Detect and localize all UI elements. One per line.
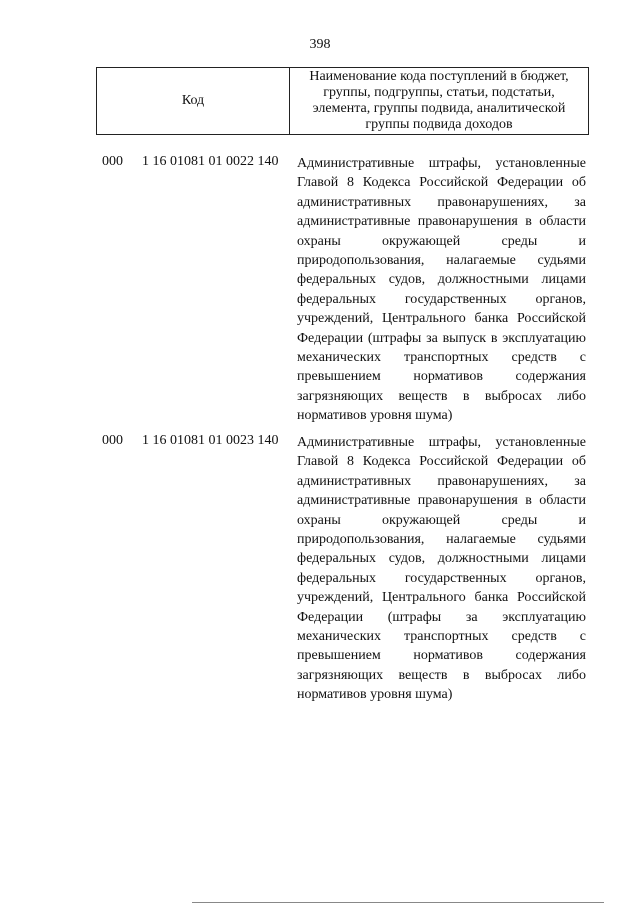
revenue-code: 1 16 01081 01 0023 140	[142, 433, 279, 448]
revenue-description: Административные штрафы, установленные Главой 8 Кодекса Российской Федерации об административных правонарушениях, за административные правонарушения в области охраны окружающей среды и природопользования, налагаемые судьями федеральных судов, должностными лицами федеральных государственных органов, учреждений, Центрального банка Российской Федерации (штрафы за выпуск в эксплуатацию механических транспортных средств с превышением нормативов содержания загрязняющих веществ в выбросах либо нормативов уровня шума)	[297, 156, 586, 424]
admin-code: 000	[102, 433, 123, 448]
admin-code: 000	[102, 154, 123, 169]
header-name-column: Наименование кода поступлений в бюджет, группы, подгруппы, статьи, подстатьи, элемента, группы подвида, аналитической группы подвида доходов	[309, 69, 569, 132]
page-number: 398	[309, 37, 331, 52]
table-header	[96, 67, 589, 135]
header-code-column: Код	[97, 68, 290, 134]
revenue-code: 1 16 01081 01 0022 140	[142, 154, 279, 169]
page-edge-line	[192, 902, 604, 903]
revenue-description: Административные штрафы, установленные Главой 8 Кодекса Российской Федерации об административных правонарушениях, за административные правонарушения в области охраны окружающей среды и природопользования, налагаемые судьями федеральных судов, должностными лицами федеральных государственных органов, учреждений, Центрального банка Российской Федерации (штрафы за эксплуатацию механических транспортных средств с превышением нормативов содержания загрязняющих веществ в выбросах либо нормативов уровня шума)	[297, 435, 586, 703]
